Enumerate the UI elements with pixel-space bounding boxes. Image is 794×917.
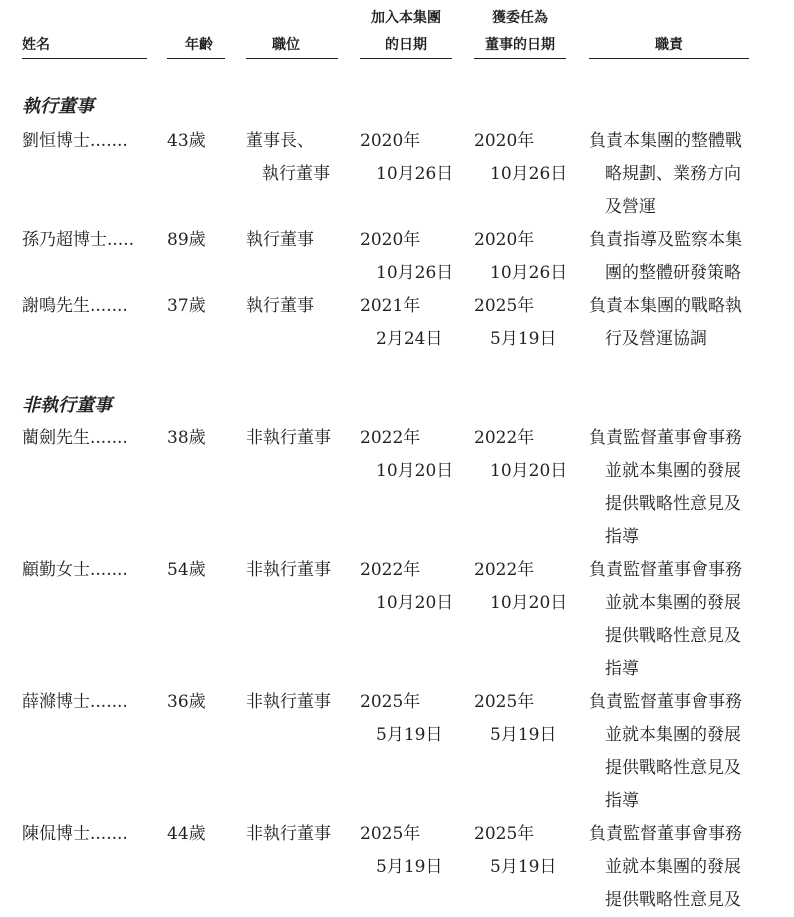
appointed-day: 10月20日 xyxy=(490,461,568,481)
appointed-day: 5月19日 xyxy=(490,329,557,349)
director-position xyxy=(246,818,331,851)
duties-line: 提供戰略性意見及 xyxy=(605,494,741,514)
join-date xyxy=(360,686,442,752)
appointed-date xyxy=(474,818,556,884)
appointed-day: 10月26日 xyxy=(490,164,568,184)
join-year: 2022年 xyxy=(360,560,421,580)
position-line: 非執行董事 xyxy=(246,560,331,580)
appointed-year: 2025年 xyxy=(474,692,535,712)
join-day: 2月24日 xyxy=(376,329,443,349)
join-day: 5月19日 xyxy=(376,857,443,877)
header-appointed-date-line1: 獲委任為 xyxy=(492,10,548,26)
join-date xyxy=(360,290,442,356)
appointed-year: 2025年 xyxy=(474,824,535,844)
join-day: 5月19日 xyxy=(376,725,443,745)
join-day: 10月26日 xyxy=(376,263,454,283)
director-age: 89歲 xyxy=(167,230,206,250)
join-date xyxy=(360,554,453,620)
duties-line: 並就本集團的發展 xyxy=(605,725,741,745)
join-year: 2025年 xyxy=(360,692,421,712)
appointed-year: 2025年 xyxy=(474,296,535,316)
director-name: 顧勤女士....... xyxy=(22,560,128,580)
header-rule-appointed xyxy=(474,58,566,59)
director-name: 孫乃超博士..... xyxy=(22,230,135,250)
duties-line: 指導 xyxy=(605,527,639,547)
director-name: 藺劍先生....... xyxy=(22,428,128,448)
appointed-date xyxy=(474,554,567,620)
appointed-date xyxy=(474,290,556,356)
duties-line: 指導 xyxy=(605,791,639,811)
join-day: 10月20日 xyxy=(376,461,454,481)
duties xyxy=(589,686,742,818)
header-appointed-date-line2: 董事的日期 xyxy=(485,37,555,53)
duties-line: 負責監督董事會事務 xyxy=(589,824,742,844)
section-title-executive: 執行董事 xyxy=(22,96,94,117)
appointed-day: 5月19日 xyxy=(490,857,557,877)
appointed-year: 2020年 xyxy=(474,131,535,151)
duties xyxy=(589,125,742,224)
duties-line: 負責指導及監察本集 xyxy=(589,230,742,250)
director-name: 陳侃博士....... xyxy=(22,824,128,844)
position-line: 執行董事 xyxy=(246,296,314,316)
appointed-year: 2020年 xyxy=(474,230,535,250)
join-day: 10月26日 xyxy=(376,164,454,184)
director-age: 44歲 xyxy=(167,824,206,844)
header-join-date-line2: 的日期 xyxy=(385,37,427,53)
appointed-date xyxy=(474,125,567,191)
duties-line: 並就本集團的發展 xyxy=(605,857,741,877)
director-position xyxy=(246,422,331,455)
header-rule-name xyxy=(22,58,147,59)
position-line: 董事長、 xyxy=(246,131,314,151)
duties-line: 負責監督董事會事務 xyxy=(589,560,742,580)
duties-line: 行及營運協調 xyxy=(605,329,707,349)
duties-line: 並就本集團的發展 xyxy=(605,461,741,481)
join-year: 2025年 xyxy=(360,824,421,844)
join-date xyxy=(360,818,442,884)
join-day: 10月20日 xyxy=(376,593,454,613)
duties-line: 提供戰略性意見及 xyxy=(605,758,741,778)
director-age: 37歲 xyxy=(167,296,206,316)
director-age: 36歲 xyxy=(167,692,206,712)
director-position xyxy=(246,686,331,719)
position-line: 非執行董事 xyxy=(246,692,331,712)
appointed-year: 2022年 xyxy=(474,560,535,580)
header-duties: 職責 xyxy=(655,37,683,53)
join-date xyxy=(360,422,453,488)
join-year: 2020年 xyxy=(360,230,421,250)
header-rule-age xyxy=(167,58,225,59)
duties xyxy=(589,422,742,554)
duties-line: 提供戰略性意見及 xyxy=(605,890,741,910)
appointed-year: 2022年 xyxy=(474,428,535,448)
header-rule-duties xyxy=(589,58,749,59)
position-line: 執行董事 xyxy=(246,230,314,250)
header-age: 年齡 xyxy=(185,37,213,53)
duties-line: 團的整體研發策略 xyxy=(605,263,741,283)
director-age: 43歲 xyxy=(167,131,206,151)
appointed-date xyxy=(474,224,567,290)
duties-line: 略規劃、業務方向 xyxy=(605,164,741,184)
join-year: 2021年 xyxy=(360,296,421,316)
duties-line: 指導 xyxy=(605,659,639,679)
duties-line: 及營運 xyxy=(605,197,656,217)
director-name: 劉恒博士....... xyxy=(22,131,128,151)
duties-line: 負責本集團的整體戰 xyxy=(589,131,742,151)
director-name: 薛滌博士....... xyxy=(22,692,128,712)
director-age: 38歲 xyxy=(167,428,206,448)
join-date xyxy=(360,125,453,191)
appointed-day: 5月19日 xyxy=(490,725,557,745)
duties-line: 提供戰略性意見及 xyxy=(605,626,741,646)
duties-line: 並就本集團的發展 xyxy=(605,593,741,613)
header-name: 姓名 xyxy=(22,37,50,53)
join-date xyxy=(360,224,453,290)
header-rule-join xyxy=(360,58,452,59)
position-line: 非執行董事 xyxy=(246,428,331,448)
join-year: 2022年 xyxy=(360,428,421,448)
position-line: 非執行董事 xyxy=(246,824,331,844)
duties xyxy=(589,554,742,686)
duties-line: 負責監督董事會事務 xyxy=(589,692,742,712)
director-position xyxy=(246,224,314,257)
appointed-date xyxy=(474,422,567,488)
director-name: 謝鳴先生....... xyxy=(22,296,128,316)
director-age: 54歲 xyxy=(167,560,206,580)
header-position: 職位 xyxy=(272,37,300,53)
appointed-day: 10月20日 xyxy=(490,593,568,613)
appointed-day: 10月26日 xyxy=(490,263,568,283)
duties xyxy=(589,290,742,356)
director-position xyxy=(246,554,331,587)
director-position xyxy=(246,125,330,191)
header-rule-position xyxy=(246,58,338,59)
duties-line: 負責監督董事會事務 xyxy=(589,428,742,448)
join-year: 2020年 xyxy=(360,131,421,151)
duties xyxy=(589,818,742,917)
position-line: 執行董事 xyxy=(262,164,330,184)
appointed-date xyxy=(474,686,556,752)
section-title-non-executive: 非執行董事 xyxy=(22,395,112,416)
header-join-date-line1: 加入本集團 xyxy=(371,10,441,26)
duties-line: 負責本集團的戰略執 xyxy=(589,296,742,316)
director-position xyxy=(246,290,314,323)
duties xyxy=(589,224,742,290)
